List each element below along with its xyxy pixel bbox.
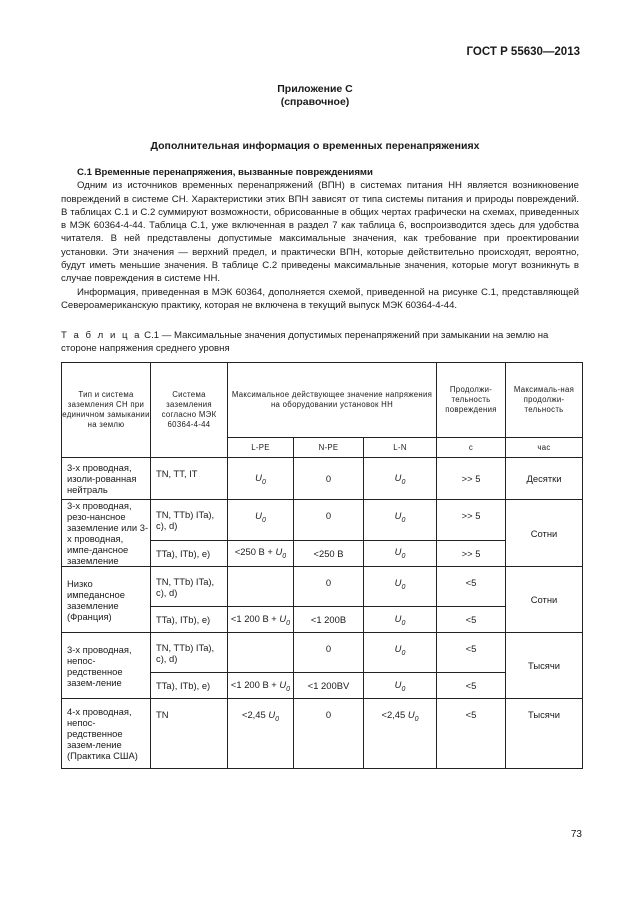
cell-max-duration: Сотни xyxy=(506,500,583,567)
table-caption-text: С.1 — Максимальные значения допустимых перенапряжений при замыкании на землю на стороне напряжения среднего уровня xyxy=(61,330,549,355)
cell-l-pe xyxy=(228,458,294,500)
cell-type: 3-х проводная, изоли-рованная нейтраль xyxy=(62,458,151,500)
cell-n-pe: 0 xyxy=(294,633,364,673)
table-caption-label: Т а б л и ц а xyxy=(61,330,142,341)
cell-l-n xyxy=(364,500,437,541)
table-row xyxy=(62,567,583,607)
l-pe-prefix: <2,45 xyxy=(241,709,269,720)
header-type: Тип и система заземления СН при единичном замыкании на землю xyxy=(62,363,151,458)
u0-symbol: $U_0$ xyxy=(279,678,291,693)
cell-l-n xyxy=(364,673,437,699)
paragraph-1: Одним из источников временных перенапряжений (ВПН) в системах питания НН является возникновение повреждений в системе СН. Характеристики этих ВПН зависят от типа системы питания и природы повреждений. В таблицах С.1 и С.2 суммируют возможности, обрисованные в общих чертах графически на схемах, приведенных в МЭК 60364-4-44. Таблица С.1, уже включенная в раздел 7 как таблица 6, воспроизводится здесь для удобства читателя. В ней представлены допустимые максимальные значения, как требование при проектировании установки. Эти значения — верхний предел, и практически ВПН, которые действительно происходят, вероятно, будут иметь меньшие значения. В таблице С.2 приведены максимальные значения, которые могут возникнуть в случае повреждения в системе НН. xyxy=(61,180,579,285)
table-caption xyxy=(61,329,581,356)
cell-system: TTa), ITb), e) xyxy=(151,540,228,566)
u0-symbol: $U_0$ xyxy=(394,643,406,657)
u0-symbol: $U_0$ xyxy=(394,546,406,561)
cell-max-duration: Десятки xyxy=(506,458,583,500)
page-number: 73 xyxy=(570,829,582,840)
cell-duration: <5 xyxy=(437,607,506,633)
u0-symbol: $U_0$ xyxy=(279,612,291,627)
l-pe-prefix: <250 В + xyxy=(234,546,276,558)
cell-l-pe xyxy=(228,500,294,541)
cell-n-pe: 0 xyxy=(294,458,364,500)
u0-symbol: $U_0$ xyxy=(394,471,406,486)
cell-max-duration: Тысячи xyxy=(506,699,583,769)
header-l-n: L-N xyxy=(364,438,437,458)
cell-system: TN, TTb) ITa), c), d) xyxy=(151,567,228,607)
cell-duration: <5 xyxy=(437,699,506,769)
cell-duration: <5 xyxy=(437,633,506,673)
section-heading: С.1 Временные перенапряжения, вызванные повреждениями xyxy=(77,167,373,178)
u0-symbol: $U_0$ xyxy=(255,510,266,524)
cell-system: TN, TTb) ITa), c), d) xyxy=(151,500,228,541)
cell-l-pe xyxy=(228,699,294,769)
cell-system: TTa), ITb), e) xyxy=(151,607,228,633)
cell-l-pe xyxy=(228,673,294,699)
section-c1 xyxy=(61,166,579,312)
table-row xyxy=(62,699,583,769)
u0-symbol: $U_0$ xyxy=(394,612,406,627)
standard-number: ГОСТ Р 55630—2013 xyxy=(466,46,580,58)
table-row xyxy=(62,500,583,541)
cell-type: 3-х проводная, резо-нансное заземление или 3-х проводная, импе-дансное заземление xyxy=(62,500,151,567)
cell-l-n xyxy=(364,699,437,769)
u0-symbol: $U_0$ xyxy=(407,709,419,723)
table-row xyxy=(62,633,583,673)
appendix-heading xyxy=(0,83,630,109)
l-pe-prefix: <1 200 В + xyxy=(230,612,280,624)
cell-l-n xyxy=(364,633,437,673)
cell-l-pe xyxy=(228,567,294,607)
u0-symbol: $U_0$ xyxy=(275,546,287,561)
l-n-prefix: <2,45 xyxy=(381,709,408,720)
paragraph-2: Информация, приведенная в МЭК 60364, дополняется схемой, приведенной на рисунке С.1, представляющей Североамериканскую практику, которая не включена в текущий выпуск МЭК 60364-4-44. xyxy=(61,286,579,311)
overvoltage-table xyxy=(61,362,583,769)
cell-n-pe: 0 xyxy=(294,500,364,541)
header-system: Система заземления согласно МЭК 60364-4-44 xyxy=(151,363,228,458)
cell-l-n xyxy=(364,458,437,500)
cell-max-duration: Сотни xyxy=(506,567,583,633)
cell-system: TTa), ITb), e) xyxy=(151,673,228,699)
cell-type: Низко импедансное заземление (Франция) xyxy=(62,567,151,633)
cell-max-duration: Тысячи xyxy=(506,633,583,699)
cell-l-n xyxy=(364,540,437,566)
cell-l-pe xyxy=(228,540,294,566)
cell-duration: >> 5 xyxy=(437,500,506,541)
l-pe-prefix: <1 200 В + xyxy=(230,678,280,690)
cell-duration: >> 5 xyxy=(437,540,506,566)
table-row xyxy=(62,458,583,500)
cell-l-pe xyxy=(228,633,294,673)
u0-symbol: $U_0$ xyxy=(268,709,279,723)
header-max-duration: Максималь-ная продолжи-тельность xyxy=(506,363,583,438)
u0-symbol: $U_0$ xyxy=(394,510,406,524)
header-max-voltage: Максимальное действующее значение напряжения на оборудовании установок НН xyxy=(228,363,437,438)
appendix-subtitle: (справочное) xyxy=(280,96,350,108)
cell-system: TN, TT, IT xyxy=(151,458,228,500)
header-duration: Продолжи-тельность повреждения xyxy=(437,363,506,438)
cell-duration: >> 5 xyxy=(437,458,506,500)
u0-symbol: $U_0$ xyxy=(394,678,406,693)
cell-n-pe: <250 В xyxy=(294,540,364,566)
header-n-pe: N-PE xyxy=(294,438,364,458)
cell-l-n xyxy=(364,607,437,633)
cell-l-pe xyxy=(228,607,294,633)
cell-n-pe: 0 xyxy=(294,699,364,769)
cell-duration: <5 xyxy=(437,567,506,607)
u0-symbol: $U_0$ xyxy=(394,577,406,591)
cell-system: TN, TTb) ITa), c), d) xyxy=(151,633,228,673)
header-unit-seconds: с xyxy=(437,438,506,458)
header-l-pe: L-PE xyxy=(228,438,294,458)
cell-system: TN xyxy=(151,699,228,769)
cell-type: 4-х проводная, непос-редственное зазем-ление (Практика США) xyxy=(62,699,151,769)
cell-n-pe: 0 xyxy=(294,567,364,607)
u0-symbol: $U_0$ xyxy=(255,471,266,486)
cell-type: 3-х проводная, непос-редственное зазем-ление xyxy=(62,633,151,699)
appendix-title: Приложение С xyxy=(277,83,353,95)
cell-l-n xyxy=(364,567,437,607)
cell-duration: <5 xyxy=(437,673,506,699)
main-title: Дополнительная информация о временных перенапряжениях xyxy=(150,140,480,152)
header-unit-hours: час xyxy=(506,438,583,458)
cell-n-pe: <1 200В xyxy=(294,607,364,633)
cell-n-pe: <1 200BV xyxy=(294,673,364,699)
